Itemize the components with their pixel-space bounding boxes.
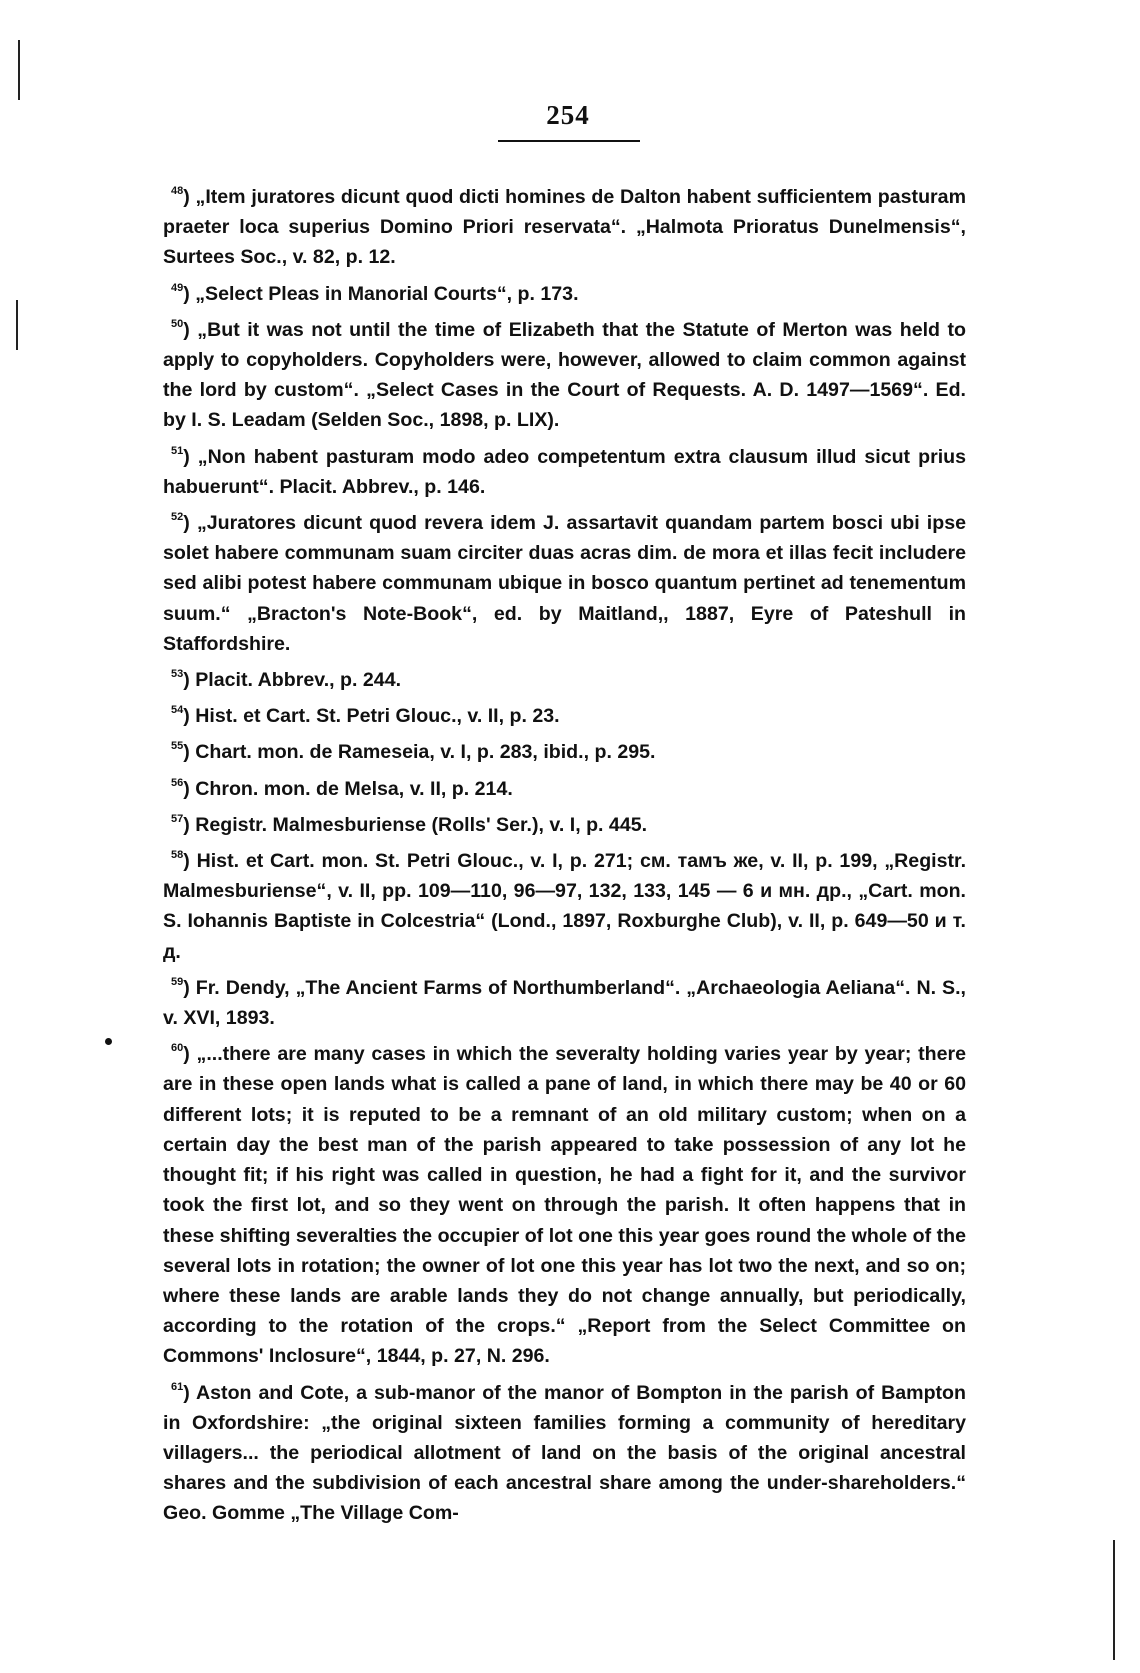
footnote: $^{58}$) Hist. et Cart. mon. St. Petri Glouc., v. I, p. 271; см. тамъ же, v. II, p. 199, „Registr. Malmesburiense“, v. II, pp. 109—110, 96—97, 132, 133, 145 — 6 и мн. др., „Cart. mon. S. Iohannis Baptiste in Colcestria“ (Lond., 1897, Roxburghe Club), v. II, p. 649—50 и т. д. (163, 849, 967, 963)
footnote: $^{59}$) Fr. Dendy, „The Ancient Farms of Northumberland“. „Archaeologia Aeliana“. N. S., v. XVI, 1893. (163, 975, 966, 1030)
footnote-text: Chron. mon. de Melsa, v. II, p. 214. (195, 777, 513, 800)
scan-edge-mark (18, 40, 20, 100)
footnote-number: 59 (171, 975, 184, 988)
footnote: $^{50}$) „But it was not until the time of Elizabeth that the Statute of Merton was held to apply to copyholders. Copyholders were, however, allowed to claim common against the lord by custom“. „Select Cases in the Court of Requests. A. D. 1497—1569“. Ed. by I. S. Leadam (Selden Soc., 1898, p. LIX). (163, 317, 967, 432)
footnote: $^{51}$) „Non habent pasturam modo adeo competentum extra clausum illud sicut prius habuerunt“. Placit. Abbrev., p. 146. (163, 444, 966, 498)
footnote-text: „...there are many cases in which the severalty holding varies year by year; there are in these open lands what is called a pane of land, in which there may be 40 or 60 different lots; it is reputed to be a remnant of an old military custom; when on a certain day the best man of the parish appeared to take possession of any lot he thought fit; if his right was called in question, he had a fight for it, and the survivor took the first lot, and so they went on through the parish. It often happens that in these shifting severalties the occupier of lot one this year goes round the whole of the several lots in rotation; the owner of lot one this year has lot two the next, and so on; where these lands are arable lands they do not change annually, but periodically, according to the rotation of the crops.“ „Report from the Select Committee on Commons' Inclosure“, 1844, p. 27, N. 296. (163, 1043, 967, 1368)
footnote: $^{54}$) Hist. et Cart. St. Petri Glouc., v. II, p. 23. (171, 704, 560, 728)
footnote-number: 51 (171, 444, 184, 457)
footnote-number: 49 (171, 281, 184, 294)
footnote-number: 61 (171, 1380, 184, 1393)
footnote-text: „But it was not until the time of Elizabeth that the Statute of Merton was held to apply to copyholders. Copyholders were, however, allowed to claim common against the lord by custom“. „Select Cases in the Court of Requests. A. D. 1497—1569“. Ed. by I. S. Leadam (Selden Soc., 1898, p. LIX). (163, 318, 967, 432)
footnote: $^{55}$) Chart. mon. de Rameseia, v. I, p. 283, ibid., p. 295. (171, 740, 656, 764)
footnote-number: 50 (171, 317, 184, 330)
footnote-number: 48 (171, 185, 184, 197)
footnote-text: Hist. et Cart. St. Petri Glouc., v. II, p. 23. (195, 705, 560, 728)
footnote-number: 53 (171, 668, 184, 681)
footnote-number: 56 (171, 776, 184, 789)
footnote-number: 57 (171, 812, 184, 825)
footnote-number: 58 (171, 849, 184, 862)
footnote: $^{48}$) „Item juratores dicunt quod dicti homines de Dalton habent sufficientem pasturam praeter loca superius Domino Priori reservata“. „Halmota Prioratus Dunelmensis“, Surtees Soc., v. 82, p. 12. (163, 185, 966, 269)
footnote-text: „Select Pleas in Manorial Courts“, p. 173. (195, 282, 579, 305)
footnote: $^{60}$) „...there are many cases in which the severalty holding varies year by year; there are in these open lands what is called a pane of land, in which there may be 40 or 60 different lots; it is reputed to be a remnant of an old military custom; when on a certain day the best man of the parish appeared to take possession of any lot he thought fit; if his right was called in question, he had a fight for it, and the survivor took the first lot, and so they went on through the parish. It often happens that in these shifting severalties the occupier of lot one this year goes round the whole of the several lots in rotation; the owner of lot one this year has lot two the next, and so on; where these lands are arable lands they do not change annually, but periodically, according to the rotation of the crops.“ „Report from the Select Committee on Commons' Inclosure“, 1844, p. 27, N. 296. (163, 1042, 967, 1368)
scan-edge-mark (16, 300, 18, 350)
footnote-text: „Item juratores dicunt quod dicti homines de Dalton habent sufficientem pasturam praeter loca superius Domino Priori reservata“. „Halmota Prioratus Dunelmensis“, Surtees Soc., v. 82, p. 12. (163, 186, 966, 269)
footnote-text: Chart. mon. de Rameseia, v. I, p. 283, ibid., p. 295. (195, 741, 656, 764)
header-rule (498, 140, 640, 142)
footnote-number: 54 (171, 704, 184, 717)
scan-edge-mark (1113, 1540, 1115, 1660)
footnote-text: Registr. Malmesburiense (Rolls' Ser.), v. I, p. 445. (195, 813, 648, 836)
page-number: 254 (546, 100, 590, 130)
footnote: $^{52}$) „Juratores dicunt quod revera idem J. assartavit quandam partem bosci ubi ipse solet habere communam suam circiter duas acras dim. de mora et illas fecit includere sed alibi potest habere communam ubique in bosco quantum pertinet ad tenementum suum.“ „Bracton's Note-Book“, ed. by Maitland,, 1887, Eyre of Pateshull in Staffordshire. (163, 511, 966, 655)
footnote-text: Hist. et Cart. mon. St. Petri Glouc., v. I, p. 271; см. тамъ же, v. II, p. 199, „Registr. Malmesburiense“, v. II, pp. 109—110, 96—97, 132, 133, 145 — 6 и мн. др., „Cart. mon. S. Iohannis Baptiste in Colcestria“ (Lond., 1897, Roxburghe Club), v. II, p. 649—50 и т. д. (163, 850, 967, 963)
footnote-text: Placit. Abbrev., p. 244. (195, 669, 402, 692)
footnotes (163, 176, 966, 1529)
footnote: $^{57}$) Registr. Malmesburiense (Rolls' Ser.), v. I, p. 445. (171, 812, 648, 836)
footnote-number: 55 (171, 740, 184, 753)
footnote: $^{56}$) Chron. mon. de Melsa, v. II, p. 214. (171, 776, 513, 800)
footnote-text: „Juratores dicunt quod revera idem J. assartavit quandam partem bosci ubi ipse solet habere communam suam circiter duas acras dim. de mora et illas fecit includere sed alibi potest habere communam ubique in bosco quantum pertinet ad tenementum suum.“ „Bracton's Note-Book“, ed. by Maitland,, 1887, Eyre of Pateshull in Staffordshire. (163, 512, 966, 655)
footnote: $^{49}$) „Select Pleas in Manorial Courts“, p. 173. (171, 281, 579, 305)
footnote-number: 60 (171, 1042, 184, 1055)
footnote: $^{61}$) Aston and Cote, a sub-manor of the manor of Bompton in the parish of Bampton in Oxfordshire: „the original sixteen families forming a community of hereditary villagers... the periodical allotment of land on the basis of the original ancestral shares and the subdivision of each ancestral share among the under-shareholders.“ Geo. Gomme „The Village Com- (163, 1380, 966, 1525)
margin-bullet (105, 1038, 112, 1045)
footnote-number: 52 (171, 511, 184, 524)
footnote-text: „Non habent pasturam modo adeo competentum extra clausum illud sicut prius habuerunt“. Placit. Abbrev., p. 146. (163, 445, 966, 498)
footnote-text: Fr. Dendy, „The Ancient Farms of Northumberland“. „Archaeologia Aeliana“. N. S., v. XVI, 1893. (163, 976, 966, 1030)
footnote-text: Aston and Cote, a sub-manor of the manor of Bompton in the parish of Bampton in Oxfordshire: „the original sixteen families forming a community of hereditary villagers... the periodical allotment of land on the basis of the original ancestral shares and the subdivision of each ancestral share among the under-shareholders.“ Geo. Gomme „The Village Com- (163, 1381, 966, 1525)
footnote: $^{53}$) Placit. Abbrev., p. 244. (171, 668, 402, 692)
